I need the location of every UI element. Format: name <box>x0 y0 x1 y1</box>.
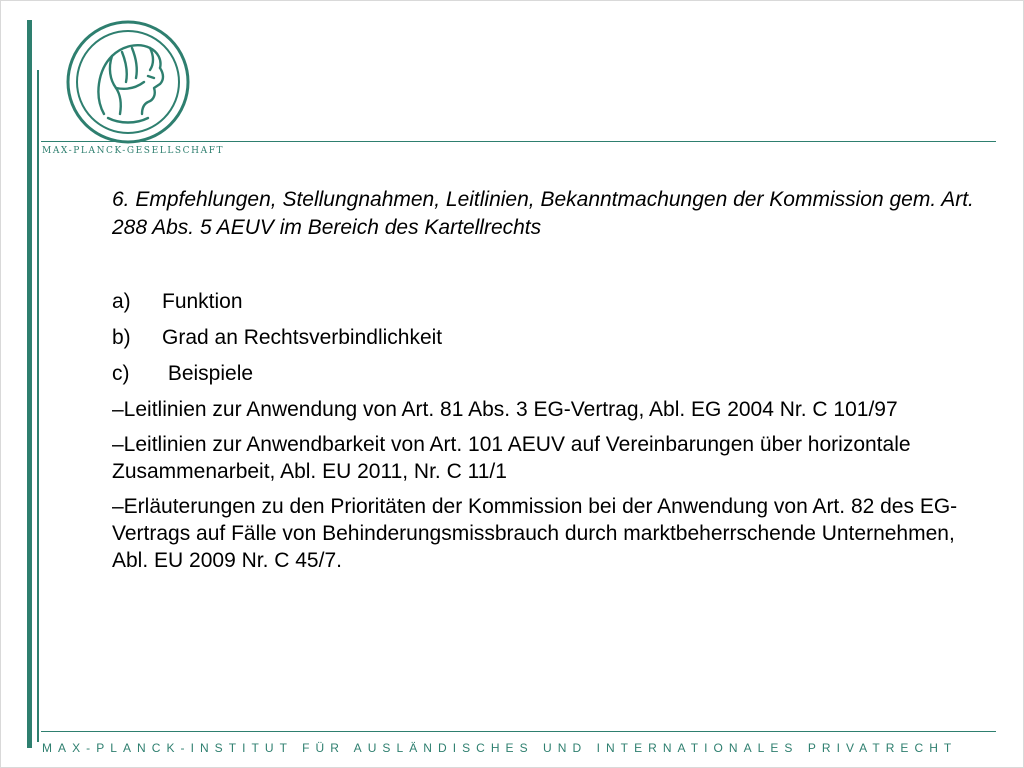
left-accent-line <box>37 70 39 742</box>
example-item: –Leitlinien zur Anwendung von Art. 81 Abs. 3 EG-Vertrag, Abl. EG 2004 Nr. C 101/97 <box>112 398 898 421</box>
list-marker: c) <box>112 362 130 385</box>
slide-heading: 6. Empfehlungen, Stellungnahmen, Leitlinien, Bekanntmachungen der Kommission gem. Art. 288 Abs. 5 AEUV im Bereich des Kartellrechts <box>112 188 974 239</box>
list-text: Beispiele <box>162 362 254 385</box>
example-item: –Leitlinien zur Anwendbarkeit von Art. 101 AEUV auf Vereinbarungen über horizontale Zusammenarbeit, Abl. EU 2011, Nr. C 11/1 <box>112 433 911 483</box>
list-item <box>112 324 982 352</box>
footer-rule <box>41 731 996 732</box>
list-text: Grad an Rechtsverbindlichkeit <box>162 326 443 349</box>
list-marker: a) <box>112 290 131 313</box>
minerva-logo-icon <box>64 18 192 146</box>
org-name: MAX-PLANCK-GESELLSCHAFT <box>42 146 225 156</box>
topic-list <box>112 288 982 574</box>
list-text: Funktion <box>162 290 243 313</box>
list-item <box>112 288 982 316</box>
left-accent-bar <box>27 20 32 748</box>
institute-footer: MAX-PLANCK-INSTITUT FÜR AUSLÄNDISCHES UND INTERNATIONALES PRIVATRECHT <box>42 741 958 755</box>
list-marker: b) <box>112 326 131 349</box>
example-item: –Erläuterungen zu den Prioritäten der Kommission bei der Anwendung von Art. 82 des EG-Vertrags auf Fälle von Behinderungsmissbrauch durch marktbeherrschende Unternehmen, Abl. EU 2009 Nr. C 45/7. <box>112 495 958 572</box>
slide-content <box>112 186 982 582</box>
list-item <box>112 360 982 388</box>
header-rule <box>41 141 996 142</box>
